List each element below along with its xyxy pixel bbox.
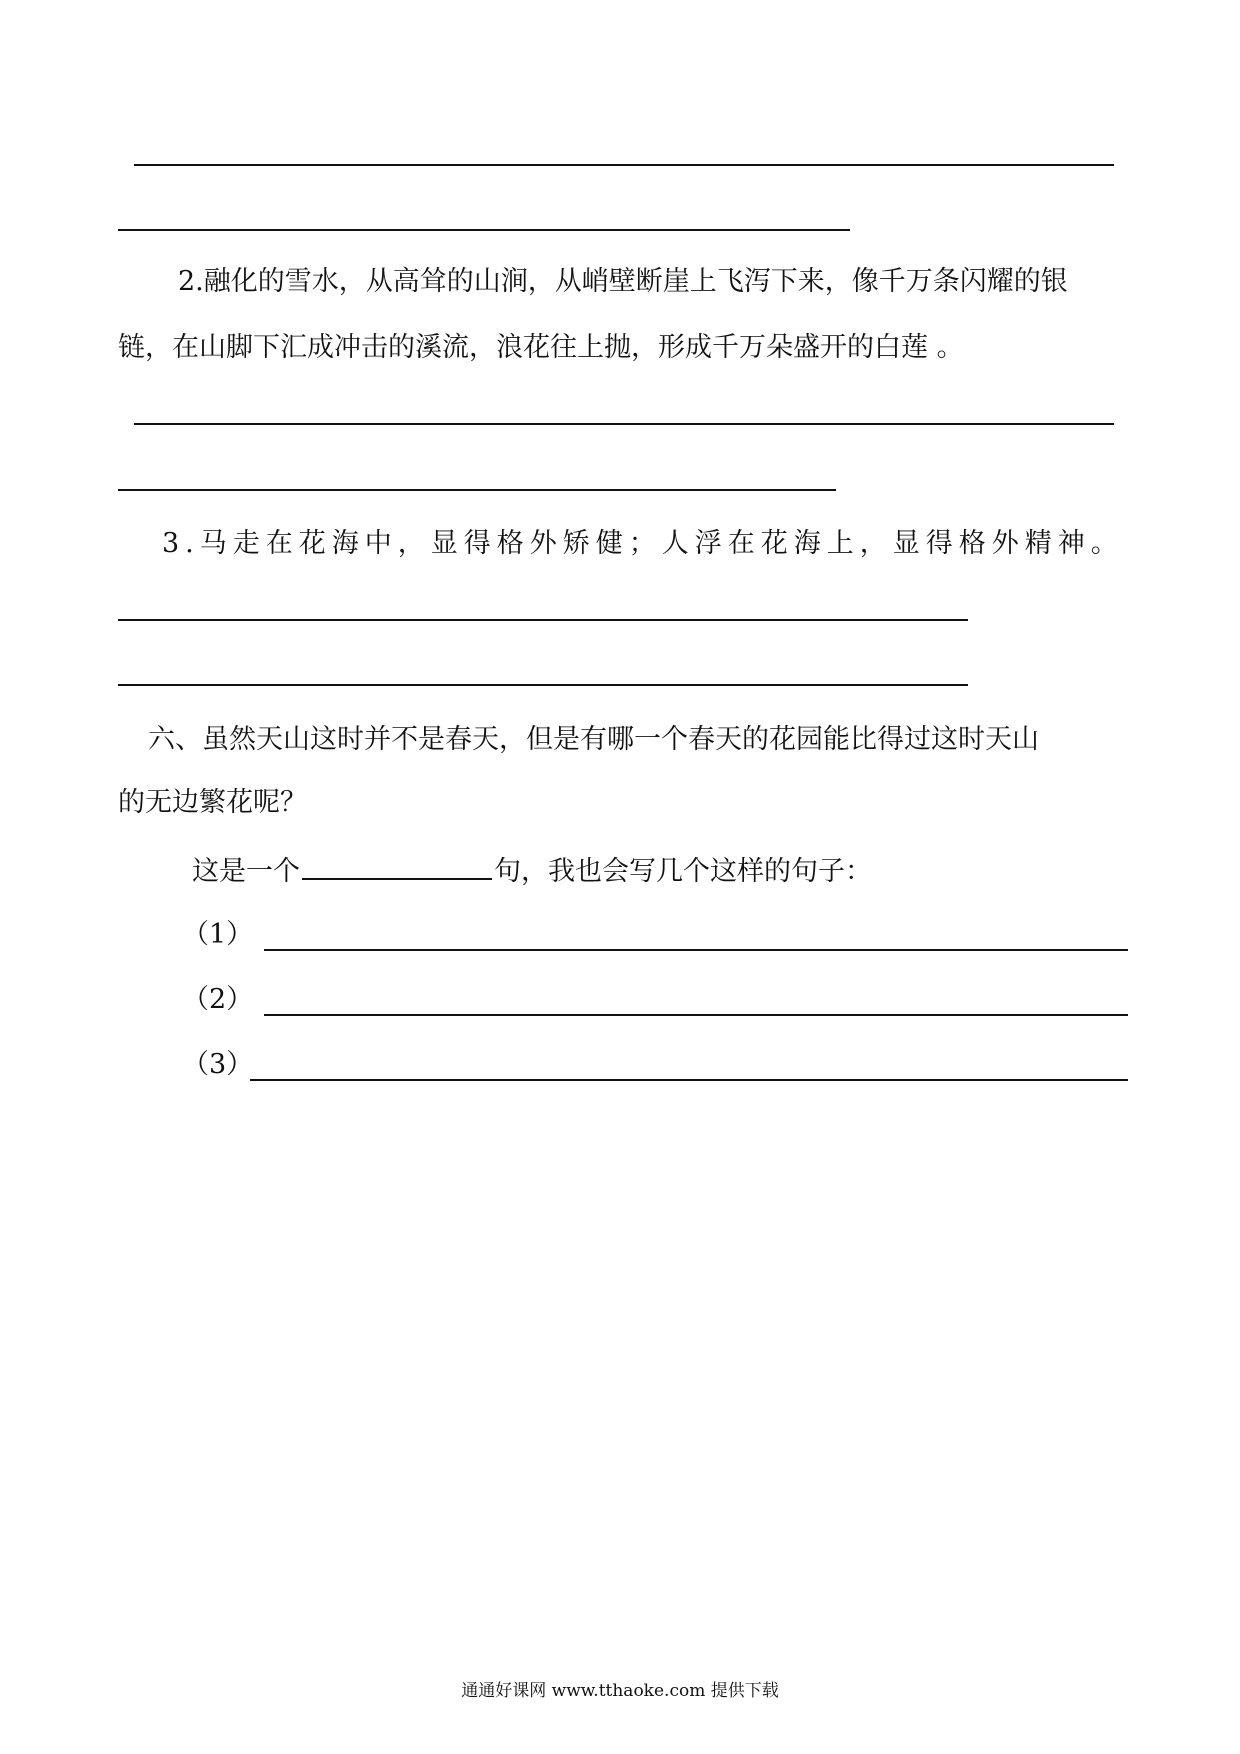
answer-line [118,229,850,231]
answer-line [134,423,1114,425]
question-2-line-2: 链，在山脚下汇成冲击的溪流，浪花往上抛，形成千万朵盛开的白莲 。 [118,332,964,363]
footer-credit: 通通好课网 www.tthaoke.com 提供下载 [461,1681,779,1701]
section-6-line-2: 的无边繁花呢？ [118,787,307,818]
answer-line [118,619,968,621]
item-label-2: （2） [182,984,254,1015]
answer-line-3[interactable] [250,1079,1128,1081]
question-2-line-1: 2.融化的雪水，从高耸的山涧，从峭壁断崖上飞泻下来，像千万条闪耀的银 [178,266,1068,297]
item-label-3: （3） [182,1049,254,1080]
answer-line [134,164,1114,166]
answer-line [118,684,968,686]
item-label-1: （1） [182,919,254,950]
answer-line-2[interactable] [264,1014,1128,1016]
question-3-line-1: 3.马走在花海中，显得格外矫健；人浮在花海上，显得格外精神。 [162,528,1124,559]
prompt-before: 这是一个 [192,856,300,887]
prompt-after: 句，我也会写几个这样的句子： [494,856,872,887]
answer-line-1[interactable] [264,949,1128,951]
section-6-line-1: 六、虽然天山这时并不是春天，但是有哪一个春天的花园能比得过这时天山 [148,724,1039,755]
answer-line [118,489,836,491]
sentence-type-blank[interactable] [302,852,492,880]
sentence-type-prompt [192,852,872,889]
